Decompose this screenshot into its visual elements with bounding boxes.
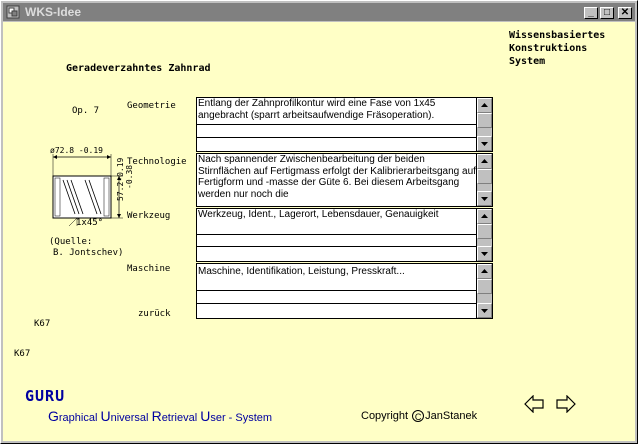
scroll-up-arrow-icon[interactable]: [477, 154, 492, 169]
scroll-down-arrow-icon[interactable]: [477, 191, 492, 206]
guru-subtitle: Graphical Universal Retrieval User - System: [48, 408, 273, 424]
scroll-thumb[interactable]: [477, 279, 492, 294]
maximize-button[interactable]: □: [600, 7, 614, 19]
scroll-thumb[interactable]: [477, 224, 492, 239]
maschine-scrollbar[interactable]: [476, 264, 492, 318]
geometrie-text: Entlang der Zahnprofilkontur wird eine Fase von 1x45 angebracht (sparrt arbeitsaufwendige Fräsoperation).: [198, 98, 436, 121]
copyright-icon: C: [412, 410, 424, 422]
label-maschine: Maschine: [127, 264, 171, 274]
technologie-textarea[interactable]: [196, 153, 493, 207]
operation-label: Op. 7: [72, 106, 100, 116]
maschine-text: Maschine, Identifikation, Leistung, Presskraft...: [198, 266, 405, 277]
minimize-button[interactable]: _: [584, 7, 598, 19]
geometrie-textarea[interactable]: [196, 97, 493, 152]
maschine-textarea[interactable]: [196, 263, 493, 319]
scroll-down-arrow-icon[interactable]: [477, 303, 492, 318]
label-werkzeug: Werkzeug: [127, 211, 171, 221]
client-area: [3, 22, 635, 441]
technologie-text: Nach spannender Zwischenbearbeitung der beiden Stirnflächen auf Fertigmass erfolgt der Kalibrierarbeitsgang auf Fertigform und -masse der Güte 6. Bei diesem Arbeitsgang werden nur noch die: [198, 154, 476, 201]
scroll-down-arrow-icon[interactable]: [477, 246, 492, 261]
technologie-scrollbar[interactable]: [476, 154, 492, 206]
right-arrow-icon[interactable]: [556, 395, 576, 413]
werkzeug-scrollbar[interactable]: [476, 209, 492, 261]
system-title-line3: System: [509, 56, 546, 67]
scroll-thumb[interactable]: [477, 169, 492, 184]
back-link[interactable]: zurück: [138, 309, 171, 319]
scroll-down-arrow-icon[interactable]: [477, 136, 492, 151]
code-k67-b: K67: [14, 349, 31, 359]
scroll-up-arrow-icon[interactable]: [477, 98, 492, 113]
close-button[interactable]: ✕: [618, 7, 632, 19]
chamfer-label: 1x45°: [76, 218, 104, 228]
source-line2: B. Jontschev): [53, 248, 124, 258]
dim-diameter: ø72.8 -0.19: [50, 146, 103, 155]
code-k67-a: K67: [34, 319, 51, 329]
source-line1: (Quelle:: [49, 237, 93, 247]
window-title: WKS-Idee: [25, 5, 82, 19]
system-title-line2: Konstruktions: [509, 43, 588, 54]
werkzeug-textarea[interactable]: [196, 208, 493, 262]
app-icon: [6, 5, 20, 19]
scroll-up-arrow-icon[interactable]: [477, 209, 492, 224]
system-title-line1: Wissensbasiertes: [509, 30, 606, 41]
scroll-up-arrow-icon[interactable]: [477, 264, 492, 279]
dim-height-1: 57.2-0.19: [116, 157, 125, 201]
left-arrow-icon[interactable]: [524, 395, 544, 413]
title-bar[interactable]: [3, 3, 635, 21]
scroll-thumb[interactable]: [477, 113, 492, 128]
werkzeug-text: Werkzeug, Ident., Lagerort, Lebensdauer, Genauigkeit: [198, 209, 439, 220]
geometrie-scrollbar[interactable]: [476, 98, 492, 151]
dim-height-2: -0.38: [125, 164, 134, 189]
label-geometrie: Geometrie: [127, 101, 176, 111]
part-title: Geradeverzahntes Zahnrad: [66, 63, 211, 74]
guru-title: GURU: [25, 387, 66, 405]
copyright: Copyright C JanStanek: [361, 410, 478, 422]
label-technologie: Technologie: [127, 157, 187, 167]
